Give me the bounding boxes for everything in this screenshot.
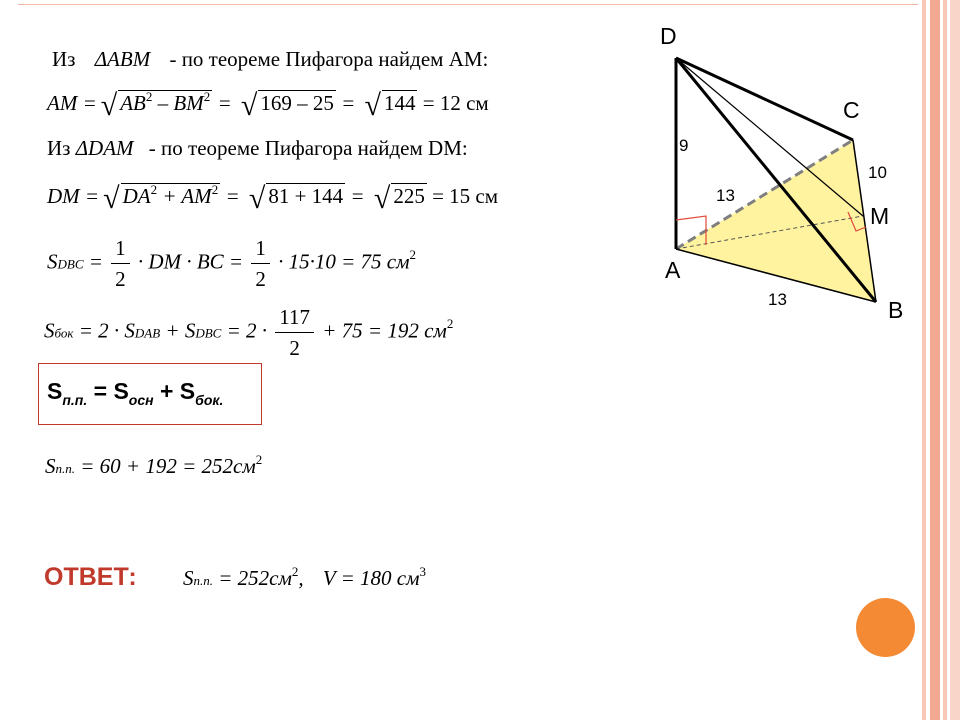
- label-c: C: [843, 97, 860, 123]
- label-db-length: 13: [716, 186, 735, 205]
- answer-label: ОТВЕТ:: [44, 563, 137, 591]
- label-m: M: [870, 203, 890, 229]
- equation-s-total: Sп.п. = $60 + 192 = 252см^2$: [45, 452, 263, 478]
- answer-values: Sп.п. = $252см^2$, V = 180 $см^3$: [183, 564, 426, 590]
- text-line-1: Из ΔABM - по теореме Пифагора найдем AM:: [52, 47, 489, 71]
- label-b: B: [888, 297, 904, 323]
- equation-am: AM = √ $AB^2 - BM^2$ = √ 169 – 25 = √ 144 = 12 см: [47, 89, 489, 122]
- top-rule: [18, 0, 918, 12]
- label-a: A: [665, 257, 681, 283]
- edge-dc: [676, 58, 853, 140]
- text-line-2: Из ΔDAM - по теореме Пифагора найдем DM:: [47, 136, 468, 160]
- decorative-stripes: [922, 0, 960, 720]
- equation-s-dbc: SDBC = $\frac{1}{2}$ · DM · BC = $\frac{1}{2}$ · 15·10 = 75 $см^2$: [47, 233, 416, 294]
- pyramid-figure: [650, 20, 920, 330]
- equation-s-bok: Sбок = 2 · SDAB + SDBC = 2 · $\frac{117}{2}$ + 75 = 192 $см^2$: [44, 302, 453, 363]
- formula-surface-area: $S_{п.п.} = S_{осн} + S_{бок.}$: [47, 378, 224, 408]
- label-d: D: [660, 23, 677, 49]
- decorative-orange-circle: [856, 598, 915, 657]
- equation-dm: DM = √ $DA^2 + AM^2$ = √ 81 + 144 = √ 225 = 15 см: [47, 182, 499, 215]
- label-da-length: 9: [679, 136, 689, 155]
- label-ab-length: 13: [768, 290, 787, 309]
- label-bc-length: 10: [868, 163, 887, 182]
